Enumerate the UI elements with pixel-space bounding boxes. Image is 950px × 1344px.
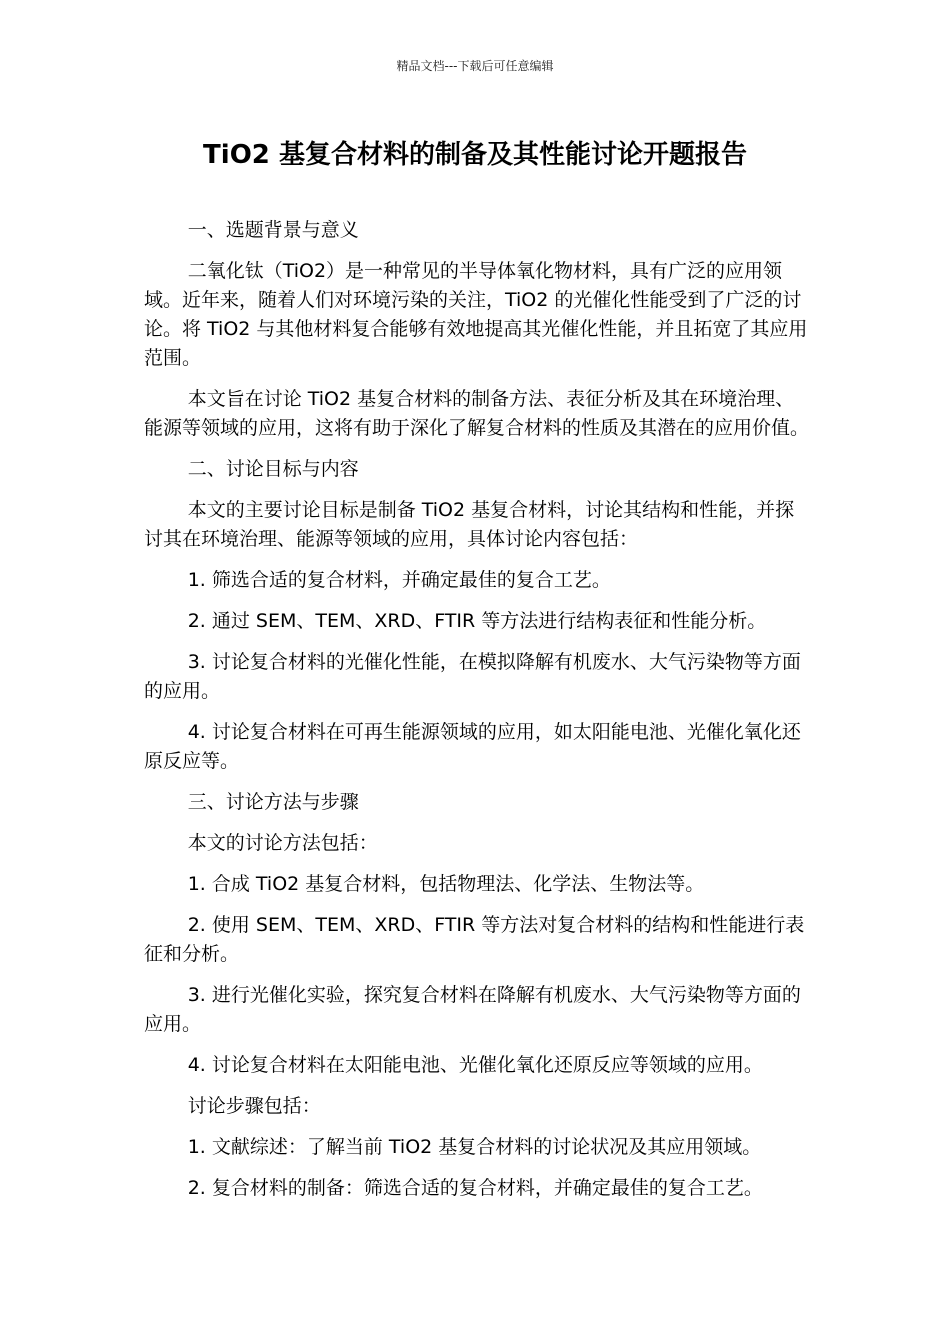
section-heading-methods: 三、讨论方法与步骤 [187, 791, 359, 813]
list-item-method-4: 4. 讨论复合材料在太阳能电池、光催化氧化还原反应等领域的应用。 [187, 1054, 763, 1076]
list-item-method-1: 1. 合成 TiO2 基复合材料，包括物理法、化学法、生物法等。 [187, 873, 705, 895]
document-title: TiO2 基复合材料的制备及其性能讨论开题报告 [203, 140, 747, 170]
list-item-goal-3: 3. 讨论复合材料的光催化性能，在模拟降解有机废水、大气污染物等方面的应用。 [144, 651, 801, 702]
paragraph-purpose: 本文旨在讨论 TiO2 基复合材料的制备方法、表征分析及其在环境治理、能源等领域的应用，这将有助于深化了解复合材料的性质及其潜在的应用价值。 [144, 388, 810, 439]
paragraph-intro-tio2: 二氧化钛（TiO2）是一种常见的半导体氧化物材料，具有广泛的应用领域。近年来，随着人们对环境污染的关注，TiO2 的光催化性能受到了广泛的讨论。将 TiO2 与其他材料复合能够有效地提高其光催化性能，并且拓宽了其应用范围。 [144, 260, 808, 369]
list-item-step-2: 2. 复合材料的制备：筛选合适的复合材料，并确定最佳的复合工艺。 [187, 1177, 763, 1199]
paragraph-goals: 本文的主要讨论目标是制备 TiO2 基复合材料，讨论其结构和性能，并探讨其在环境治理、能源等领域的应用，具体讨论内容包括： [144, 499, 795, 550]
list-item-step-1: 1. 文献综述：了解当前 TiO2 基复合材料的讨论状况及其应用领域。 [187, 1136, 762, 1158]
header-note: 精品文档---下载后可任意编辑 [396, 59, 554, 73]
list-item-goal-4: 4. 讨论复合材料在可再生能源领域的应用，如太阳能电池、光催化氧化还原反应等。 [144, 721, 801, 772]
list-item-method-3: 3. 进行光催化实验，探究复合材料在降解有机废水、大气污染物等方面的应用。 [144, 984, 801, 1035]
list-item-method-2: 2. 使用 SEM、TEM、XRD、FTIR 等方法对复合材料的结构和性能进行表征和分析。 [144, 914, 805, 965]
paragraph-methods-intro: 本文的讨论方法包括： [187, 832, 378, 854]
section-heading-goals: 二、讨论目标与内容 [187, 458, 359, 480]
list-item-goal-1: 1. 筛选合适的复合材料，并确定最佳的复合工艺。 [187, 569, 611, 591]
section-heading-background: 一、选题背景与意义 [187, 219, 359, 241]
document-body [144, 216, 812, 1215]
paragraph-steps-intro: 讨论步骤包括： [187, 1095, 321, 1117]
list-item-goal-2: 2. 通过 SEM、TEM、XRD、FTIR 等方法进行结构表征和性能分析。 [187, 610, 767, 632]
